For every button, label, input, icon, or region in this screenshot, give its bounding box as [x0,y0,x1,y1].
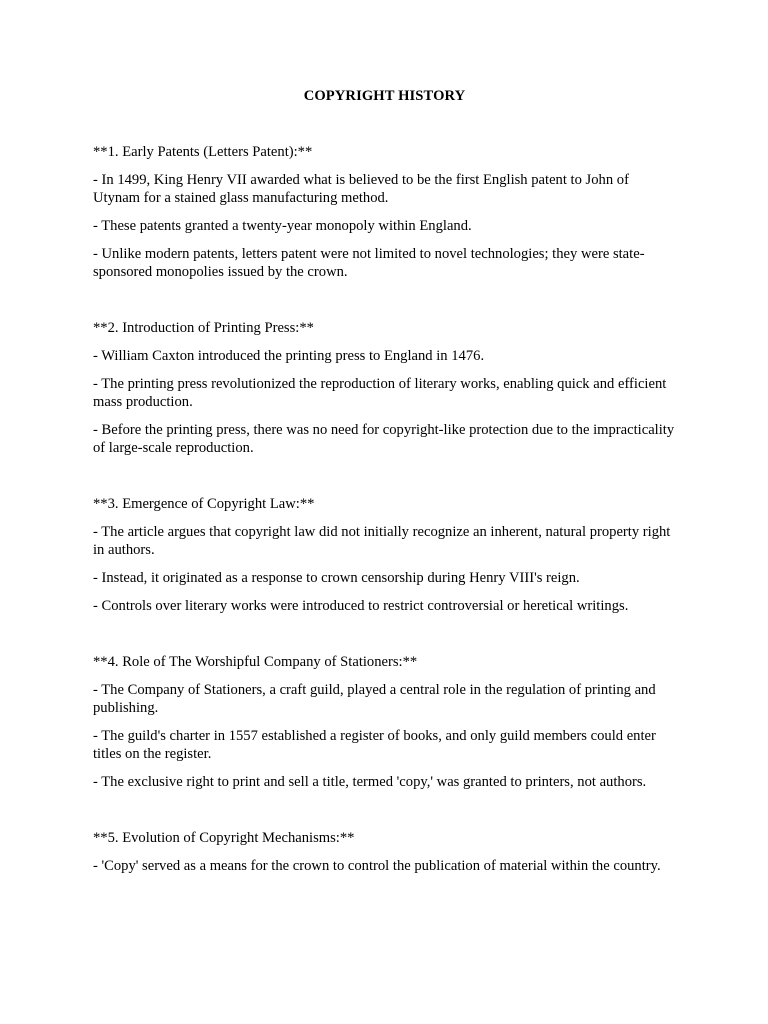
bullet-item: - The guild's charter in 1557 established a register of books, and only guild members could enter titles on the register. [93,728,656,762]
bullet-item: - Unlike modern patents, letters patent were not limited to novel technologies; they were state-sponsored monopolies issued by the crown. [93,246,645,280]
section-copyright-law [93,495,676,615]
bullet-item: - In 1499, King Henry VII awarded what is believed to be the first English patent to John of Utynam for a stained glass manufacturing method. [93,172,629,206]
bullet-item: - These patents granted a twenty-year monopoly within England. [93,218,472,234]
bullet-item: - The printing press revolutionized the reproduction of literary works, enabling quick and efficient mass production. [93,376,667,410]
section-heading: **4. Role of The Worshipful Company of Stationers:** [93,654,418,670]
section-printing-press [93,319,676,457]
section-heading: **5. Evolution of Copyright Mechanisms:** [93,830,355,846]
bullet-item: - Before the printing press, there was no need for copyright-like protection due to the impracticality of large-scale reproduction. [93,422,675,456]
bullet-item: - The article argues that copyright law did not initially recognize an inherent, natural property right in authors. [93,524,671,558]
bullet-item: - 'Copy' served as a means for the crown to control the publication of material within the country. [93,858,661,874]
bullet-item: - The Company of Stationers, a craft guild, played a central role in the regulation of printing and publishing. [93,682,656,716]
section-heading: **1. Early Patents (Letters Patent):** [93,144,313,160]
section-early-patents [93,143,676,281]
section-copyright-mechanisms [93,829,676,875]
section-heading: **2. Introduction of Printing Press:** [93,320,314,336]
bullet-item: - Instead, it originated as a response to crown censorship during Henry VIII's reign. [93,570,580,586]
document-title: COPYRIGHT HISTORY [303,88,466,104]
bullet-item: - The exclusive right to print and sell a title, termed 'copy,' was granted to printers, not authors. [93,774,647,790]
bullet-item: - Controls over literary works were introduced to restrict controversial or heretical writings. [93,598,629,614]
bullet-item: - William Caxton introduced the printing press to England in 1476. [93,348,485,364]
section-stationers [93,653,676,791]
section-heading: **3. Emergence of Copyright Law:** [93,496,315,512]
